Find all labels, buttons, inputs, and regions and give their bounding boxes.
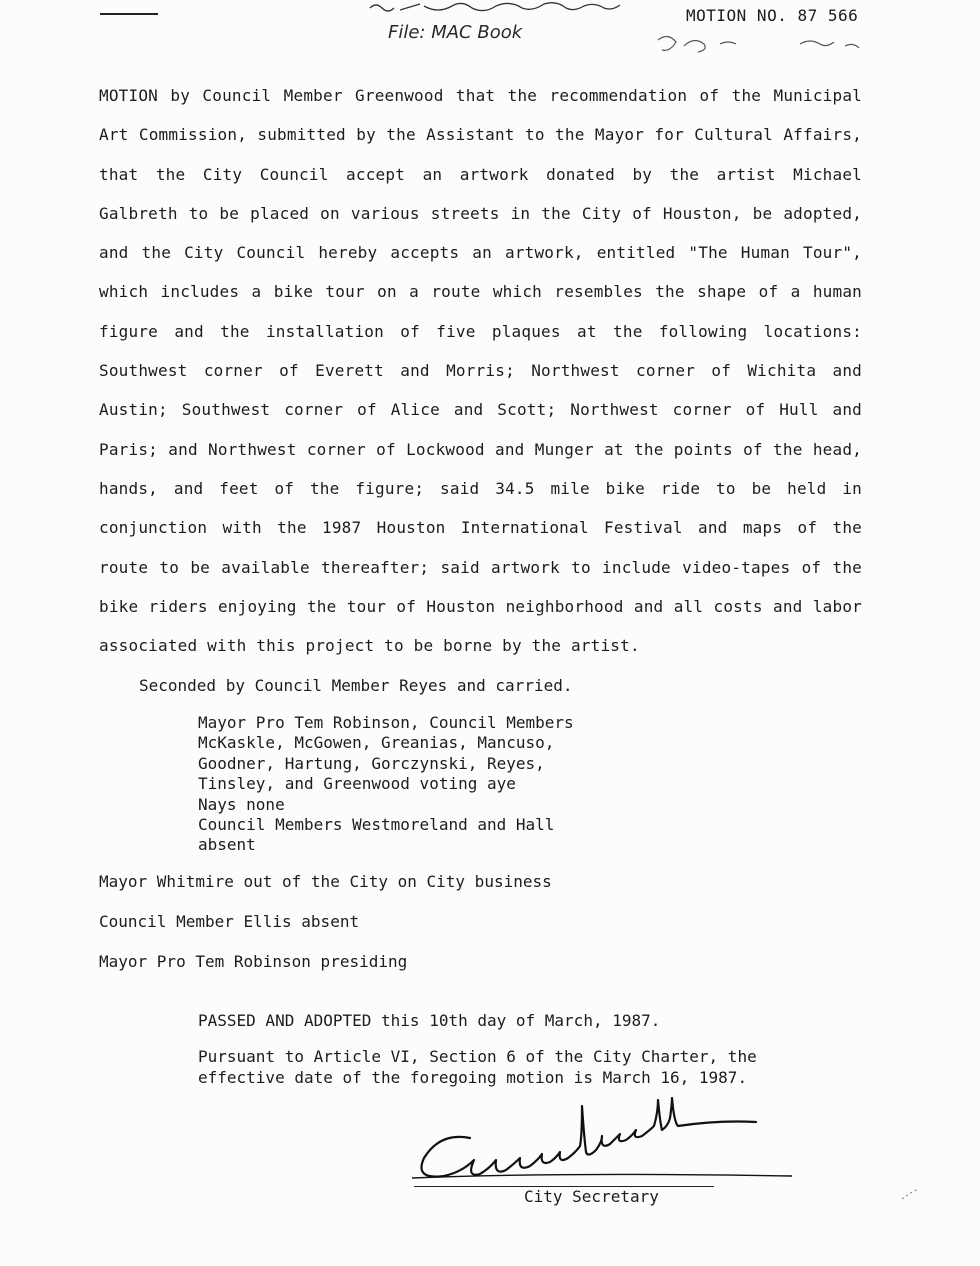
- note-presiding: Mayor Pro Tem Robinson presiding: [99, 952, 408, 971]
- handwritten-note-top: [360, 0, 660, 22]
- motion-body: MOTION by Council Member Greenwood that the recommendation of the Municipal Art Commission, submitted by the Assistant to the Mayor for Cultural Affairs, that the City Council accept an artwork donated by the artist Michael Galbreth to be placed on various streets in the City of Houston, be adopted, and the City Council hereby accepts an artwork, entitled "The Human Tour", which includes a bike tour on a route which resembles the shape of a human figure and the installation of five plaques at the following locations: Southwest corner of Everett and Morris; Northwest corner of Wichita and Austin; Southwest corner of Alice and Scott; Northwest corner of Hull and Paris; and Northwest corner of Lockwood and Munger at the points of the head, hands, and feet of the figure; said 34.5 mile bike ride to be held in conjunction with the 1987 Houston International Festival and maps of the route to be available thereafter; said artwork to include video-tapes of the bike riders enjoying the tour of Houston neighborhood and all costs and labor associated with this project to be borne by the artist.: [99, 86, 862, 656]
- vote-line: Mayor Pro Tem Robinson, Council Members: [198, 713, 574, 732]
- passed-adopted-line: PASSED AND ADOPTED this 10th day of March, 1987.: [198, 1011, 661, 1030]
- signature: [408, 1090, 808, 1190]
- handwritten-file-note: File: MAC Book: [388, 22, 523, 43]
- handwritten-initials: [650, 30, 880, 56]
- top-left-rule: [100, 13, 158, 15]
- vote-line: McKaskle, McGowen, Greanias, Mancuso,: [198, 733, 555, 753]
- effective-date-statement: [198, 1046, 757, 1088]
- signatory-title: City Secretary: [524, 1187, 659, 1206]
- note-ellis-absent: Council Member Ellis absent: [99, 912, 360, 931]
- vote-line: Goodner, Hartung, Gorczynski, Reyes,: [198, 753, 545, 773]
- seconded-line: Seconded by Council Member Reyes and carried.: [139, 676, 573, 695]
- motion-number: MOTION NO. 87 566: [686, 6, 859, 25]
- effective-date-line: Pursuant to Article VI, Section 6 of the City Charter, the: [198, 1047, 757, 1066]
- vote-line: Tinsley, and Greenwood voting aye: [198, 774, 516, 794]
- note-mayor-absence: Mayor Whitmire out of the City on City business: [99, 872, 552, 891]
- vote-line: Nays none: [198, 794, 285, 814]
- vote-line: Council Members Westmoreland and Hall: [198, 815, 555, 835]
- vote-line: absent: [198, 835, 256, 855]
- effective-date-line: effective date of the foregoing motion is March 16, 1987.: [198, 1068, 748, 1087]
- vote-record: [198, 713, 574, 856]
- scan-speck: [900, 1185, 922, 1203]
